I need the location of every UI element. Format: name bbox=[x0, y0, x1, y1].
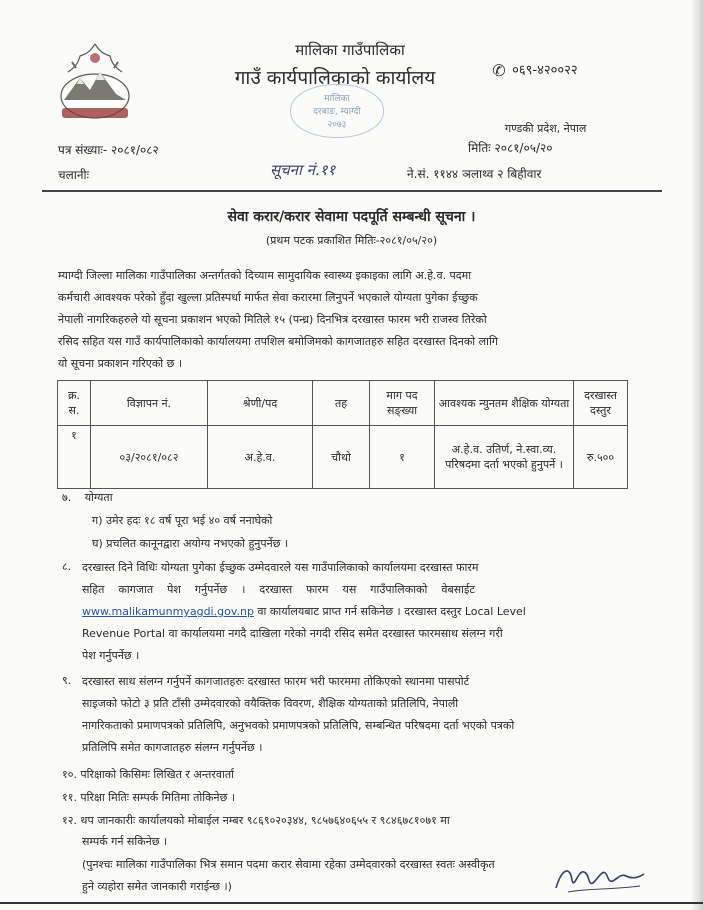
item-line bbox=[82, 601, 630, 623]
item-9-number: ९. bbox=[62, 674, 72, 687]
signature-icon bbox=[548, 858, 648, 898]
cell-level: चौथो bbox=[313, 426, 370, 489]
item-9 bbox=[82, 671, 630, 759]
item-line-rest: वा कार्यालयबाट प्राप्त गर्न सकिनेछ । दरखास्त दस्तुर Local Level bbox=[253, 605, 526, 618]
letter-date: मितिः २०८१/०५/२० bbox=[468, 141, 553, 155]
item-12: १२. थप जानकारीः कार्यालयको मोबाईल नम्बर ९८६९०२०३४४, ९८५७६४०६५५ र ९८४६७८१०७१ मा bbox=[62, 814, 450, 827]
office-name: गाउँ कार्यपालिकाको कार्यालय bbox=[234, 67, 436, 89]
cell-post: अ.हे.व. bbox=[208, 426, 313, 489]
notice-number: सूचना नं.११ bbox=[270, 161, 336, 179]
paragraph-line: यो सूचना प्रकाशन गरिएको छ । bbox=[58, 357, 183, 370]
col-post: श्रेणी/पद bbox=[208, 381, 313, 426]
phone-text: ०६९-४२००२२ bbox=[512, 63, 578, 78]
item-line: दरखास्त साथ संलग्न गर्नुपर्ने कागजातहरुः दरखास्त फारम भरी फारममा तोकिएको स्थानमा पासपोर्ट bbox=[82, 675, 470, 688]
paragraph-line: रसिद सहित यस गाउँ कार्यपालिकाको कार्यालयमा तपशिल बमोजिमको कागजातहरु सहित दरखास्त दिनको लागि bbox=[58, 335, 498, 348]
item-line: सहित कागजात पेश गर्नुपर्नेछ । दरखास्त फारम यस गाउँपालिकाको वेबसाईट bbox=[82, 583, 475, 596]
stamp-line: मालिका bbox=[324, 94, 350, 104]
paragraph-line: कर्मचारी आवश्यक परेको हुँदा खुल्ला प्रतिस्पर्धा मार्फत सेवा करारमा लिनुपर्ने भएकाले योग्यता पुगेका ईच्छुक bbox=[58, 291, 478, 304]
phone-icon: ✆ bbox=[492, 61, 506, 80]
col-demand: माग पद सङ्ख्या bbox=[370, 381, 435, 426]
item-8-number: ८. bbox=[62, 560, 72, 573]
item-7 bbox=[62, 488, 113, 507]
item-line: नागरिकताको प्रमाणपत्रको प्रतिलिपि, अनुभवको प्रमाणपत्रको प्रतिलिपि, सम्बन्धित परिषदमा दर्ता भएको पत्रको bbox=[82, 719, 515, 732]
item-7-gha: घ) प्रचलित कानूनद्वारा अयोग्य नभएको हुनुपर्नेछ । bbox=[92, 537, 289, 550]
cell-demand: १ bbox=[370, 426, 435, 489]
bottom-rule bbox=[0, 902, 703, 904]
note-line: (पुनश्चः मालिका गाउँपालिका भित्र समान पदमा करार सेवामा रहेका उम्मेदवारको दरखास्त स्वतः अस्वीकृत bbox=[82, 858, 495, 871]
org-name: मालिका गाउँपालिका bbox=[295, 41, 405, 59]
item-line: प्रतिलिपि समेत कागजातहरु संलग्न गर्नुपर्नेछ । bbox=[82, 741, 263, 754]
item-11: ११. परिक्षा मितिः सम्पर्क मितिमा तोकिनेछ । bbox=[62, 791, 236, 804]
table-row bbox=[58, 426, 628, 489]
item-line: दरखास्त दिने विधिः योग्यता पुगेका ईच्छुक उम्मेदवारले यस गाउँपालिकाको कार्यालयमा दरखास्त फारम bbox=[82, 561, 479, 574]
item-7-ga: ग) उमेर हदः १८ वर्ष पूरा भई ४० वर्ष ननाघेको bbox=[92, 514, 273, 527]
office-stamp bbox=[290, 84, 384, 138]
page-edge-shadow bbox=[691, 0, 703, 910]
notice-paragraph bbox=[58, 265, 640, 375]
nepal-emblem-icon bbox=[50, 38, 140, 130]
notice-subtitle: (प्रथम पटक प्रकाशित मितिः-२०८१/०५/२०) bbox=[265, 234, 438, 247]
col-fee: दरखास्त दस्तुर bbox=[574, 381, 628, 426]
nepal-sambat-date: ने.सं. ११४४ ञलाथ्व २ बिहीवार bbox=[407, 167, 542, 181]
reference-number: पत्र संख्याः- २०८१/०८२ bbox=[58, 143, 159, 157]
stamp-line: दरबाङ, म्याग्दी bbox=[313, 107, 361, 117]
phone-number bbox=[490, 60, 578, 80]
item-line: साइजको फोटो ३ प्रति टाँसी उम्मेदवारको वयैक्तिक विवरण, शैक्षिक योग्यताको प्रतिलिपि, नेपाली bbox=[82, 697, 459, 710]
table-header-row bbox=[58, 381, 628, 426]
stamp-line: २०७३ bbox=[327, 120, 347, 130]
col-advert-no: विज्ञापन नं. bbox=[91, 381, 208, 426]
notice-title: सेवा करार/करार सेवामा पदपूर्ति सम्बन्धी सूचना । bbox=[227, 209, 476, 225]
col-serial: क्र. स. bbox=[58, 381, 91, 426]
paragraph-line: नेपाली नागरिकहरुले यो सूचना प्रकाशन भएको मितिले १५ (पन्ध्र) दिनभित्र दरखास्त फारम भरी राजस्व तिरेको bbox=[58, 313, 487, 326]
cell-fee: रु.५०० bbox=[574, 426, 628, 489]
province: गण्डकी प्रदेश, नेपाल bbox=[505, 122, 587, 135]
cell-advert-no: ०३/२०८१/०८२ bbox=[91, 426, 208, 489]
dispatch-number: चलानीः bbox=[58, 168, 90, 182]
header-divider bbox=[42, 190, 662, 192]
item-number: ७. bbox=[62, 491, 72, 504]
vacancy-table bbox=[57, 380, 628, 489]
col-qualification: आवश्यक न्युनतम शैक्षिक योग्यता bbox=[435, 381, 574, 426]
paragraph-line: म्याग्दी जिल्ला मालिका गाउँपालिका अन्तर्गतको दिच्याम सामुदायिक स्वास्थ्य इकाइका लागि अ.हे.व. पदमा bbox=[58, 269, 472, 282]
cell-serial: १ bbox=[58, 426, 91, 489]
note-line: हुने व्यहोरा समेत जानकारी गराईन्छ ।) bbox=[82, 880, 232, 893]
item-12-cont: सम्पर्क गर्न सकिनेछ । bbox=[82, 835, 168, 848]
item-title: योग्यता bbox=[84, 491, 113, 504]
item-8 bbox=[82, 557, 630, 667]
website-link[interactable]: www.malikamunmyagdi.gov.np bbox=[82, 605, 254, 618]
item-line: पेश गर्नुपर्नेछ । bbox=[82, 649, 140, 662]
cell-qualification: अ.हे.व. उतिर्ण, ने.स्वा.व्य. परिषदमा दर्ता भएको हुनुपर्ने । bbox=[435, 426, 574, 489]
item-10: १०. परिक्षाको किसिमः लिखित र अन्तरवार्ता bbox=[62, 768, 234, 781]
col-level: तह bbox=[313, 381, 370, 426]
item-line: Revenue Portal वा कार्यालयमा नगदै दाखिला गरेको नगदी रसिद समेत दरखास्त फारमसाथ संलग्न गरी bbox=[82, 627, 503, 640]
